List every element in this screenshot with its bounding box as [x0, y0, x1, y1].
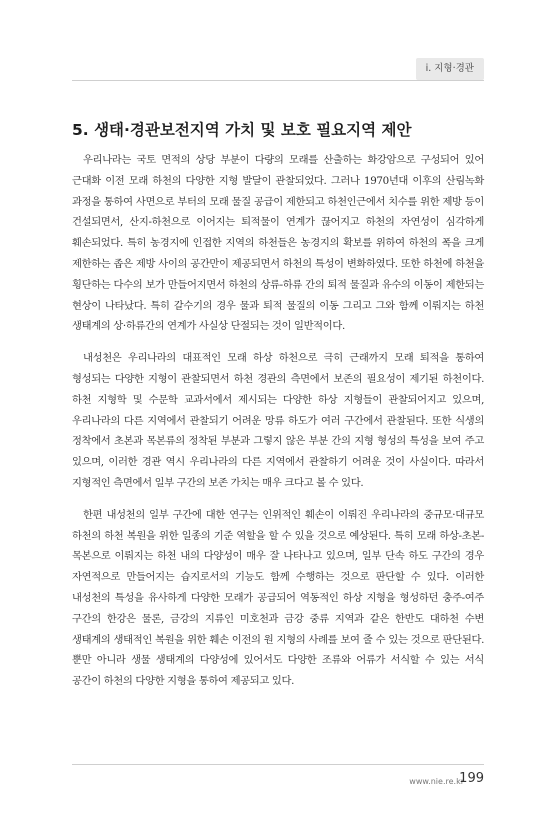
header-divider: [72, 80, 484, 81]
body-text: [72, 150, 484, 703]
paragraph-2: 내성천은 우리나라의 대표적인 모래 하상 하천으로 극히 근래까지 모래 퇴적을 통하여 형성되는 다양한 지형이 관찰되면서 하천 경관의 측면에서 보존의 필요성이 제기된 하천이다. 하천 지형학 및 수문학 교과서에서 제시되는 다양한 하상 지형들이 관찰되어지고 있으며, 우리나라의 다른 지역에서 관찰되기 어려운 망류 하도가 여러 구간에서 관찰된다. 또한 식생의 정착에서 초본과 목본류의 정착된 부분과 그렇지 않은 부분 간의 지형 형성의 특성을 보여 주고 있으며, 이러한 경관 역시 우리나라의 다른 지역에서 관찰하기 어려운 것이 사실이다. 따라서 지형적인 측면에서 일부 구간의 보존 가치는 매우 크다고 볼 수 있다.: [72, 352, 484, 489]
paragraph-3: 한편 내성천의 일부 구간에 대한 연구는 인위적인 훼손이 이뤄진 우리나라의 중규모·대규모 하천의 하천 복원을 위한 일종의 기준 역할을 할 수 있을 것으로 예상된다. 특히 모래 하상-초본-목본으로 이뤄지는 하천 내의 다양성이 매우 잘 나타나고 있으며, 일부 단속 하도 구간의 경우 자연적으로 만들어지는 습지로서의 기능도 함께 수행하는 것으로 판단할 수 있다. 이러한 내성천의 특성을 유사하게 다양한 모래가 공급되어 역동적인 하상 지형을 형성하던 충주-여주 구간의 한강은 물론, 금강의 지류인 미호천과 금강 중류 지역과 같은 한반도 대하천 수변 생태계의 생태적인 복원을 위한 훼손 이전의 원 지형의 사례를 보여 줄 수 있는 것으로 판단된다. 뿐만 아니라 생물 생태계의 다양성에 있어서도 다양한 조류와 어류가 서식할 수 있는 서식 공간이 하천의 다양한 지형을 통하여 제공되고 있다.: [72, 508, 484, 688]
paragraph-1: 우리나라는 국토 면적의 상당 부분이 다량의 모래를 산출하는 화강암으로 구성되어 있어 근대화 이전 모래 하천의 다양한 지형 발달이 관찰되었다. 그러나 1970년대 이후의 산림녹화 과정을 통하여 사면으로 부터의 모래 물질 공급이 제한되고 하천인근에서 치수를 위한 제방 등이 건설되면서, 산지-하천으로 이어지는 퇴적물이 연계가 끊어지고 하천의 자연성이 심각하게 훼손되었다. 특히 농경지에 인접한 지역의 하천들은 농경지의 확보를 위하여 하천의 폭을 크게 제한하는 좁은 제방 사이의 공간만이 제공되면서 하천의 특성이 변화하였다. 또한 하천에 하천을 횡단하는 다수의 보가 만들어지면서 하천의 상류-하류 간의 퇴적 물질과 유수의 이동이 제한되는 현상이 나타났다. 특히 갈수기의 경우 물과 퇴적 물질의 이동 그리고 그와 함께 이뤄지는 하천 생태계의 상·하류간의 연계가 사실상 단절되는 것이 일반적이다.: [72, 154, 484, 333]
section-title: 5. 생태·경관보전지역 가치 및 보호 필요지역 제안: [72, 121, 412, 139]
page-number: 199: [459, 771, 484, 786]
footer-divider: [72, 764, 484, 765]
footer-url: www.nie.re.kr: [409, 777, 464, 786]
chapter-label: ⅰ. 지형·경관: [416, 58, 484, 80]
